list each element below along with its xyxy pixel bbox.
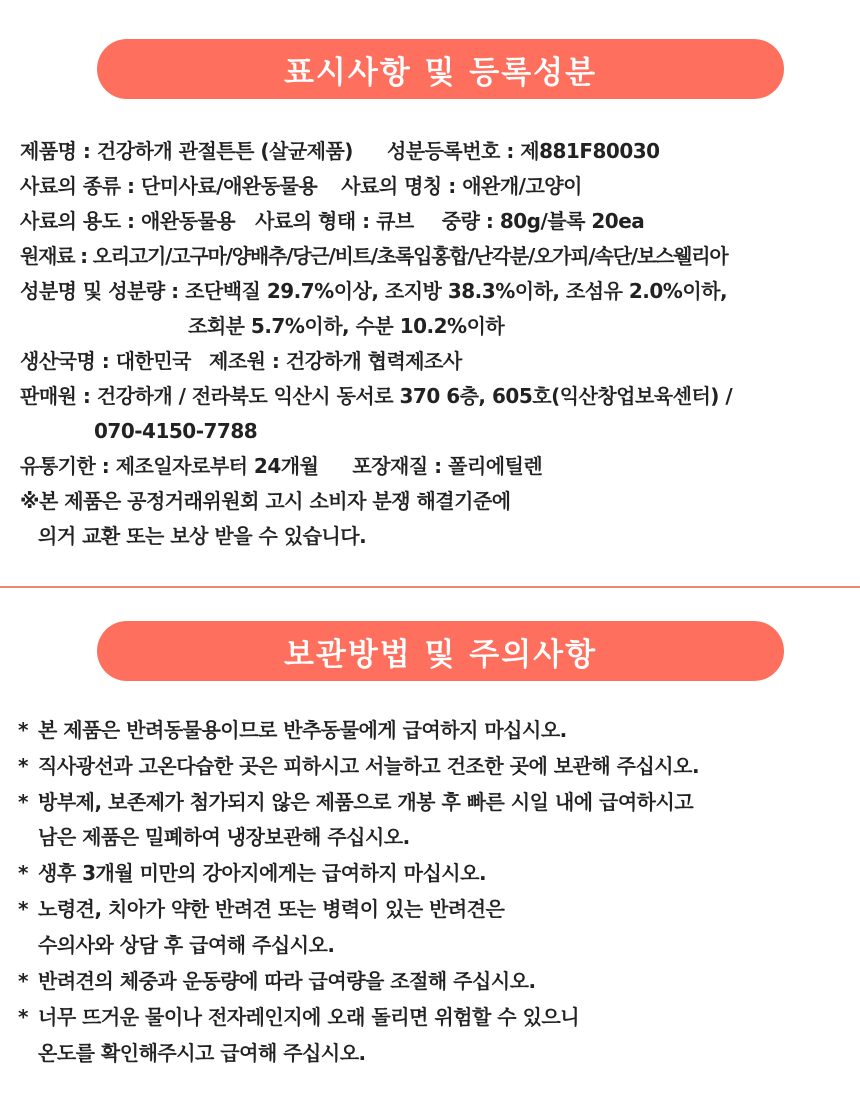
product-name-label: 제품명 : bbox=[20, 139, 97, 163]
feed-type-label: 사료의 종류 : bbox=[20, 174, 141, 198]
composition-row bbox=[20, 274, 727, 308]
reg-no-value: 제881F80030 bbox=[520, 139, 660, 163]
maker-value: 건강하개 협력제조사 bbox=[285, 349, 462, 373]
caution-text: 반려견의 체중과 운동량에 따라 급여량을 조절해 주십시오. bbox=[38, 969, 536, 993]
feed-form-value: 큐브 bbox=[376, 209, 414, 233]
feed-type-row bbox=[20, 169, 582, 203]
feed-type-value: 단미사료/애완동물용 bbox=[141, 174, 318, 198]
origin-value: 대한민국 bbox=[115, 349, 191, 373]
caution-text: 방부제, 보존제가 첨가되지 않은 제품으로 개봉 후 빠른 시일 내에 급여하시고 bbox=[38, 790, 694, 814]
origin-row bbox=[20, 344, 462, 378]
reg-no-label: 성분등록번호 : bbox=[386, 139, 521, 163]
bullet-asterisk: * bbox=[18, 969, 28, 993]
expiry-row bbox=[20, 449, 542, 483]
section-divider bbox=[0, 586, 860, 588]
feed-use-label: 사료의 용도 : bbox=[20, 209, 141, 233]
seller-phone: 070-4150-7788 bbox=[94, 419, 258, 443]
seller-value-1: 건강하개 / 전라북도 익산시 동서로 370 6층, 605호(익산창업보육센터) / bbox=[96, 384, 733, 408]
bullet-asterisk: * bbox=[18, 897, 28, 921]
notice-text-2: 의거 교환 또는 보상 받을 수 있습니다. bbox=[38, 524, 367, 548]
product-name-row bbox=[20, 134, 660, 168]
section-header-storage bbox=[97, 621, 784, 681]
caution-item bbox=[18, 1000, 579, 1034]
caution-text: 온도를 확인해주시고 급여해 주십시오. bbox=[38, 1041, 366, 1065]
caution-text: 생후 3개월 미만의 강아지에게는 급여하지 마십시오. bbox=[38, 861, 487, 885]
expiry-value: 제조일자로부터 24개월 bbox=[115, 454, 319, 478]
caution-item-continued bbox=[38, 820, 410, 854]
expiry-label: 유통기한 : bbox=[20, 454, 116, 478]
seller-row-continued bbox=[94, 414, 257, 448]
section-title-storage: 보관방법 및 주의사항 bbox=[283, 636, 598, 673]
feed-use-row bbox=[20, 204, 644, 238]
bullet-asterisk: * bbox=[18, 861, 28, 885]
product-name-value: 건강하개 관절튼튼 (살균제품) bbox=[96, 139, 353, 163]
caution-text: 본 제품은 반려동물용이므로 반추동물에게 급여하지 마십시오. bbox=[38, 718, 567, 742]
ingredients-value: 오리고기/고구마/양배추/당근/비트/초록입홍합/난각분/오가피/속단/보스웰리아 bbox=[92, 244, 728, 268]
seller-label: 판매원 : bbox=[20, 384, 97, 408]
caution-text: 너무 뜨거운 물이나 전자레인지에 오래 돌리면 위험할 수 있으니 bbox=[38, 1005, 580, 1029]
ingredients-label: 원재료 : bbox=[20, 244, 93, 268]
caution-text: 직사광선과 고온다습한 곳은 피하시고 서늘하고 건조한 곳에 보관해 주십시오. bbox=[38, 754, 700, 778]
caution-text: 노령견, 치아가 약한 반려견 또는 병력이 있는 반려견은 bbox=[38, 897, 505, 921]
feed-name-label: 사료의 명칭 : bbox=[341, 174, 463, 198]
caution-item bbox=[18, 964, 536, 998]
origin-label: 생산국명 : bbox=[20, 349, 116, 373]
section-title-labeling: 표시사항 및 등록성분 bbox=[283, 54, 598, 91]
caution-item-continued bbox=[38, 1036, 366, 1070]
bullet-asterisk: * bbox=[18, 754, 28, 778]
feed-name-value: 애완개/고양이 bbox=[462, 174, 582, 198]
composition-value-2: 조회분 5.7%이하, 수분 10.2%이하 bbox=[188, 314, 505, 338]
caution-item-continued bbox=[38, 928, 334, 962]
feed-use-value: 애완동물용 bbox=[141, 209, 236, 233]
weight-label: 중량 : bbox=[441, 209, 500, 233]
caution-item bbox=[18, 892, 504, 926]
caution-item bbox=[18, 749, 699, 783]
composition-row-continued bbox=[188, 309, 504, 343]
bullet-asterisk: * bbox=[18, 790, 28, 814]
packaging-value: 폴리에틸렌 bbox=[448, 454, 543, 478]
bullet-asterisk: * bbox=[18, 718, 28, 742]
caution-text: 남은 제품은 밀폐하여 냉장보관해 주십시오. bbox=[38, 825, 410, 849]
weight-value: 80g/블록 20ea bbox=[499, 209, 645, 233]
ingredients-row bbox=[20, 239, 727, 273]
notice-row bbox=[20, 484, 511, 518]
notice-text-1: ※본 제품은 공정거래위원회 고시 소비자 분쟁 해결기준에 bbox=[20, 489, 511, 513]
feed-form-label: 사료의 형태 : bbox=[255, 209, 377, 233]
composition-label: 성분명 및 성분량 : bbox=[20, 279, 186, 303]
caution-item bbox=[18, 785, 693, 819]
packaging-label: 포장재질 : bbox=[352, 454, 449, 478]
caution-item bbox=[18, 713, 567, 747]
section-header-labeling bbox=[97, 39, 784, 99]
caution-text: 수의사와 상담 후 급여해 주십시오. bbox=[38, 933, 335, 957]
caution-item bbox=[18, 856, 486, 890]
seller-row bbox=[20, 379, 732, 413]
composition-value-1: 조단백질 29.7%이상, 조지방 38.3%이하, 조섬유 2.0%이하, bbox=[185, 279, 728, 303]
maker-label: 제조원 : bbox=[209, 349, 286, 373]
bullet-asterisk: * bbox=[18, 1005, 28, 1029]
notice-row-continued bbox=[38, 519, 366, 553]
